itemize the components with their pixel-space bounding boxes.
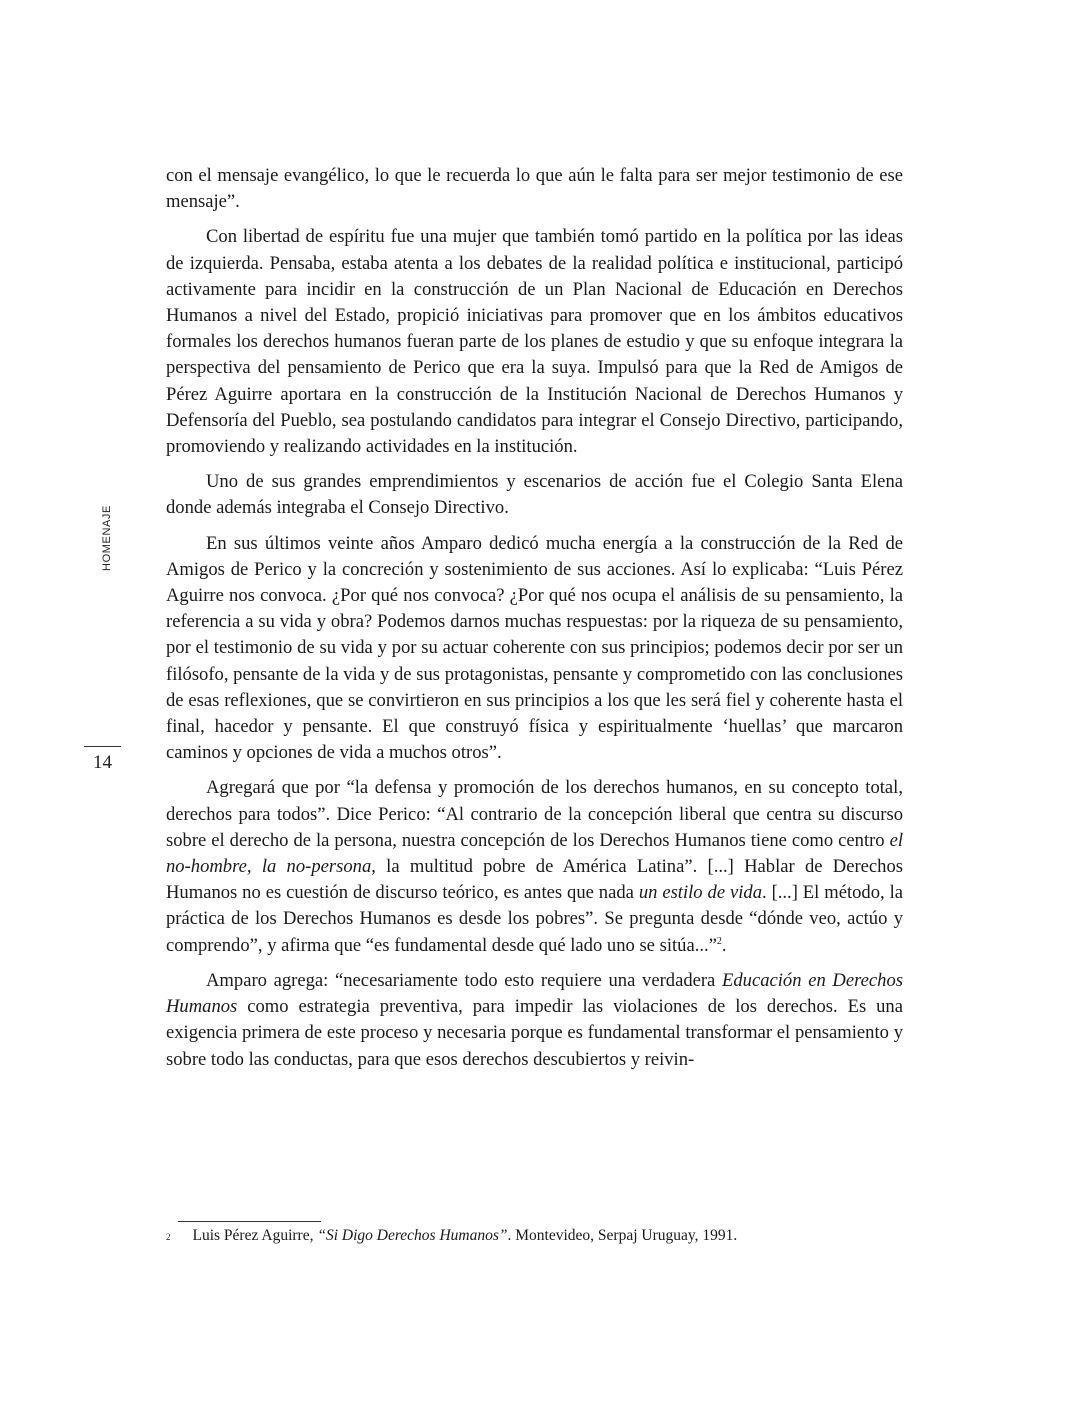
footnote-publication: . Montevideo, Serpaj Uruguay, 1991.	[507, 1227, 738, 1244]
section-label-text: HOMENAJE	[101, 505, 113, 571]
paragraph-5-text-4: .	[721, 934, 727, 956]
paragraph-6-text-2: como estrategia preventiva, para impedir las violaciones de los derechos. Es una exigencia primera de este proceso y necesaria porque es fundamental transformar el pensamiento y sobre todo las conductas, para que esos derechos descubiertos y reivin-	[166, 996, 903, 1070]
paragraph-3: Uno de sus grandes emprendimientos y escenarios de acción fue el Colegio Santa Elena donde además integraba el Consejo Directivo.	[166, 471, 903, 519]
page-number-rule	[84, 746, 121, 747]
paragraph-6	[166, 968, 903, 1073]
footnote	[166, 1226, 903, 1246]
footnote-rule	[178, 1221, 321, 1222]
paragraph-6-text-1: Amparo agrega: “necesariamente todo esto requiere una verdadera	[206, 969, 722, 991]
paragraph-5-text-3: . [...] El método, la práctica de los Derechos Humanos es desde los pobres”. Se pregunta desde “dónde veo, actúo y comprendo”, y afirma que “es fundamental desde qué lado uno se sitúa...”	[166, 882, 903, 956]
footnote-title: “Si Digo Derechos Humanos”	[317, 1227, 508, 1244]
footnote-reference: 2	[716, 935, 722, 947]
footnote-author: Luis Pérez Aguirre,	[192, 1227, 318, 1244]
paragraph-4: En sus últimos veinte años Amparo dedicó mucha energía a la construcción de la Red de Amigos de Perico y la concreción y sostenimiento de sus acciones. Así lo explicaba: “Luis Pérez Aguirre nos convoca. ¿Por qué nos convoca? ¿Por qué nos ocupa el análisis de su pensamiento, la referencia a su vida y obra? Podemos darnos muchas respuestas: por la riqueza de su pensamiento, por el testimonio de su vida y por su actuar coherente con sus principios; podemos decir por ser un filósofo, pensante de la vida y de sus protagonistas, pensante y comprometido con las conclusiones de esas reflexiones, que se convirtieron en sus principios a los que les será fiel y coherente hasta el final, hacedor y pensante. El que construyó física y espiritualmente ‘huellas’ que marcaron caminos y opciones de vida a muchos otros”.	[166, 532, 903, 764]
section-label	[97, 505, 117, 571]
page-number: 14	[93, 752, 112, 773]
footnote-number: 2	[166, 1232, 171, 1242]
paragraph-2: Con libertad de espíritu fue una mujer que también tomó partido en la política por las ideas de izquierda. Pensaba, estaba atenta a los debates de la realidad política e institucional, participó activamente para incidir en la construcción de un Plan Nacional de Educación en Derechos Humanos a nivel del Estado, propició iniciativas para promover que en los ámbitos educativos formales los derechos humanos fueran parte de los planes de estudio y que su enfoque integrara la perspectiva del pensamiento de Perico que era la suya. Impulsó para que la Red de Amigos de Pérez Aguirre aportara en la construcción de la Institución Nacional de Derechos Humanos y Defensoría del Pueblo, sea postulando candidatos para integrar el Consejo Directivo, participando, promoviendo y realizando actividades en la institución.	[166, 226, 903, 458]
paragraph-5-text-1: Agregará que por “la defensa y promoción de los derechos humanos, en su concepto total, derechos para todos”. Dice Perico: “Al contrario de la concepción liberal que centra su discurso sobre el derecho de la persona, nuestra concepción de los Derechos Humanos tiene como centro	[166, 777, 903, 851]
body-text	[166, 163, 903, 1082]
paragraph-5-italic-2: un estilo de vida	[638, 882, 762, 904]
paragraph-5-text-2: , la multitud pobre de América Latina”. [...] Hablar de Derechos Humanos no es cuestión de discurso teórico, es antes que nada	[166, 856, 903, 904]
paragraph-6-italic-1: Educación en Derechos Humanos	[166, 969, 903, 1018]
paragraph-1: con el mensaje evangélico, lo que le recuerda lo que aún le falta para ser mejor testimonio de ese mensaje”.	[166, 165, 903, 213]
paragraph-5-italic-1: el no-hombre, la no-persona	[166, 829, 903, 878]
paragraph-5	[166, 775, 903, 958]
